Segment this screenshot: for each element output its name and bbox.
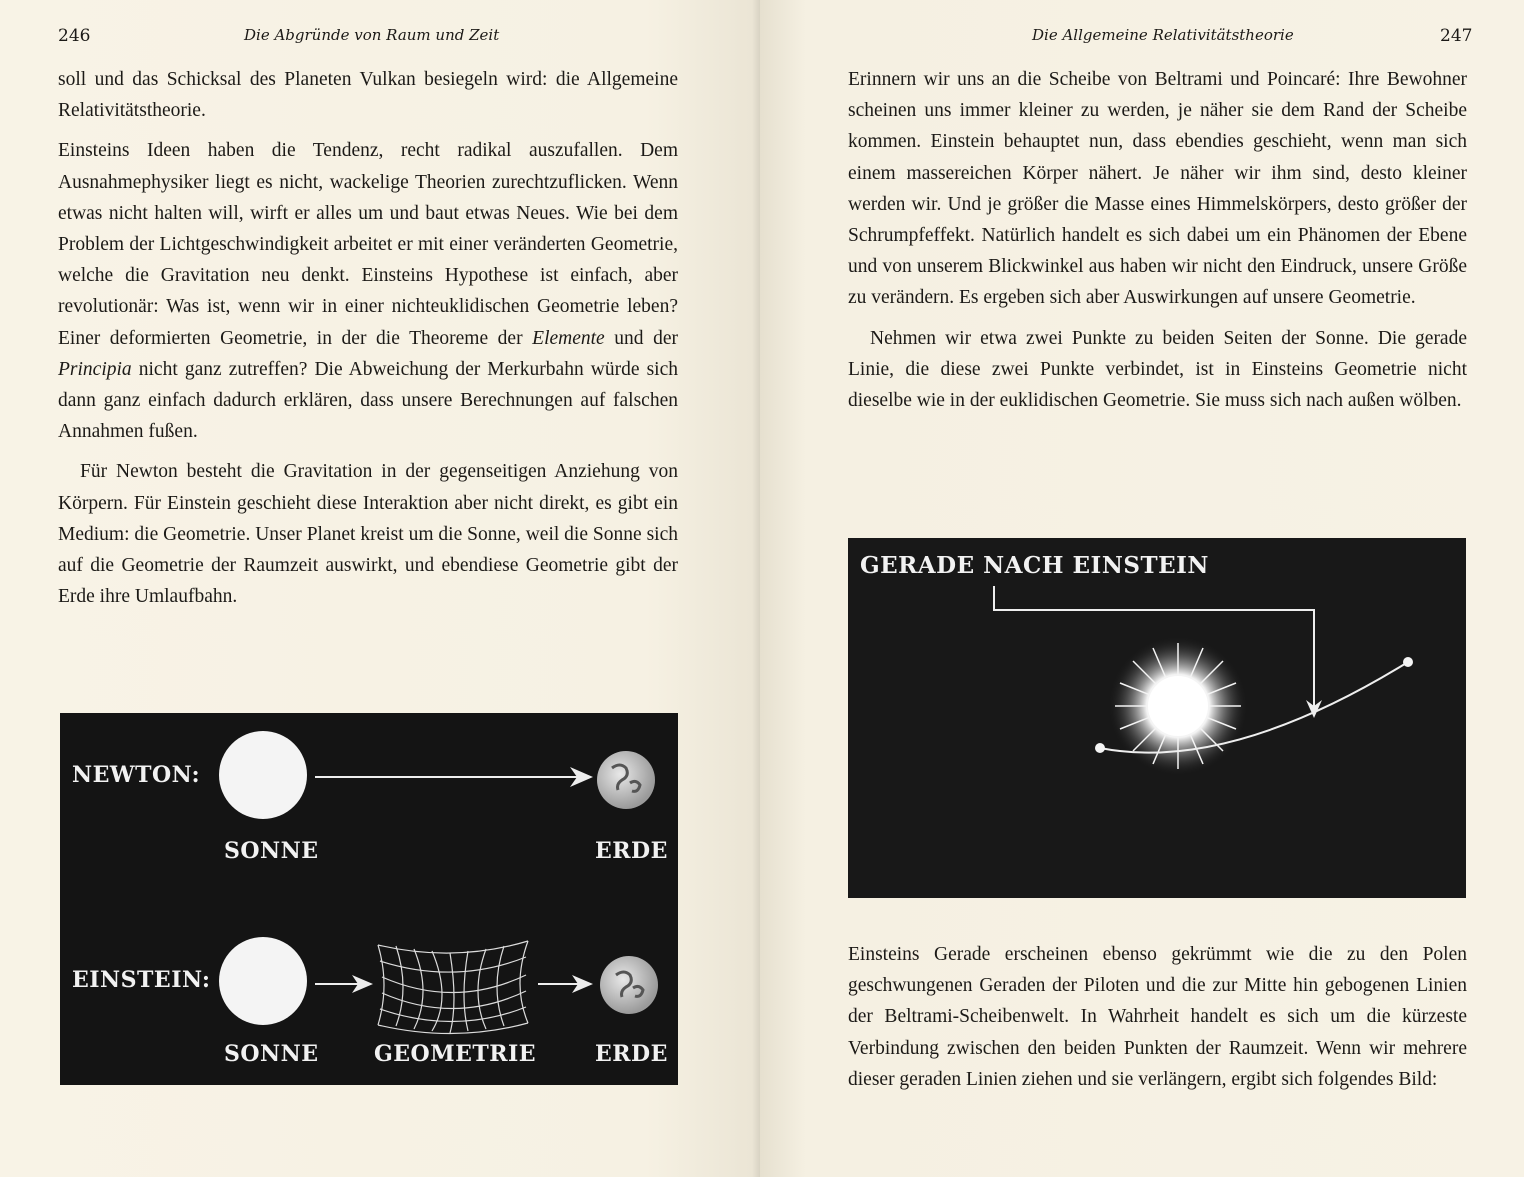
einstein-line-figure — [848, 538, 1466, 898]
right-body-text-top — [848, 64, 1467, 425]
sun-disc-einstein — [219, 937, 307, 1025]
einstein-figure-title: GERADE NACH EINSTEIN — [860, 552, 1209, 579]
erde-label-einstein: ERDE — [595, 1041, 668, 1067]
right-page — [760, 0, 1524, 1177]
right-body-text-bottom — [848, 939, 1467, 1104]
page-number-left: 246 — [58, 26, 91, 46]
point-left — [1095, 743, 1105, 753]
newton-label: NEWTON: — [72, 762, 201, 788]
left-paragraph-2: Einsteins Ideen haben die Tendenz, recht radikal auszufallen. Dem Ausnahmephysiker liegt es nicht, wackelige Theorien zurechtzuflicken. Wenn etwas nicht halten will, wirft er alles um und baut etwas Neues. Wie bei dem Problem der Lichtgeschwindigkeit arbeitet er mit einer veränderten Geometrie, welche die Gravitation neu denkt. Einsteins Hypothese ist einfach, aber revolutionär: Was ist, wenn wir in einer nichteuklidischen Geometrie leben? Einer deformierten Geometrie, in der die Theoreme der Elemente und der Principia nicht ganz zutreffen? Die Abweichung der Merkurbahn würde sich dann ganz einfach dadurch erklären, dass unsere Berechnungen auf falschen Annahmen fußen. — [58, 140, 678, 443]
page-number-right: 247 — [1440, 26, 1473, 46]
einstein-label: EINSTEIN: — [72, 967, 211, 993]
sonne-label-einstein: SONNE — [224, 1041, 319, 1067]
einstein-line-drawing — [848, 538, 1466, 898]
newton-einstein-figure — [60, 713, 678, 1085]
point-right — [1403, 657, 1413, 667]
left-page — [0, 0, 760, 1177]
erde-label-newton: ERDE — [595, 838, 668, 864]
left-body-text — [58, 64, 678, 621]
right-paragraph-2: Nehmen wir etwa zwei Punkte zu beiden Seiten der Sonne. Die gerade Linie, die diese zwei Punkte verbindet, ist in Einsteins Geometrie nicht dieselbe wie in der euklidischen Geometrie. Sie muss sich nach außen wölben. — [848, 327, 1467, 412]
sonne-label-newton: SONNE — [224, 838, 319, 864]
geometrie-label: GEOMETRIE — [374, 1041, 537, 1067]
geometry-grid — [378, 941, 528, 1034]
right-paragraph-3: Einsteins Gerade erscheinen ebenso gekrümmt wie die zu den Polen geschwungenen Geraden der Piloten und die zur Mitte hin gebogenen Linien der Beltrami-Scheibenwelt. In Wahrheit handelt es sich um die kürzeste Verbindung zwischen den beiden Punkten der Raumzeit. Wenn wir mehrere dieser geraden Linien ziehen und sie verlängern, ergibt sich folgendes Bild: — [848, 944, 1467, 1090]
sun-disc-newton — [219, 731, 307, 819]
left-paragraph-3: Für Newton besteht die Gravitation in der gegenseitigen Anziehung von Körpern. Für Einstein geschieht diese Interaktion aber nicht direkt, es gibt ein Medium: die Geometrie. Unser Planet kreist um die Sonne, weil die Sonne sich auf die Geometrie der Raumzeit auswirkt, und ebendiese Geometrie gibt der Erde ihre Umlaufbahn. — [58, 461, 678, 608]
running-head-right: Die Allgemeine Relativitätstheorie — [1032, 26, 1294, 44]
earth-newton — [597, 751, 655, 809]
right-paragraph-1: Erinnern wir uns an die Scheibe von Beltrami und Poincaré: Ihre Bewohner scheinen uns immer kleiner zu werden, je näher sie dem Rand der Scheibe kommen. Einstein behauptet nun, dass ebendies geschieht, wenn man sich einem massereichen Körper nähert. Je näher wir ihm sind, desto kleiner werden wir. Und je größer die Masse eines Himmelskörpers, desto größer der Schrumpfeffekt. Natürlich handelt es sich dabei um ein Phänomen der Ebene und von unserem Blickwinkel aus haben wir nicht den Eindruck, unsere Größe zu verändern. Es ergeben sich aber Auswirkungen auf unsere Geometrie. — [848, 69, 1467, 309]
left-paragraph-1: soll und das Schicksal des Planeten Vulkan besiegeln wird: die Allgemeine Relativitätstheorie. — [58, 69, 678, 122]
running-head-left: Die Abgründe von Raum und Zeit — [244, 26, 500, 44]
